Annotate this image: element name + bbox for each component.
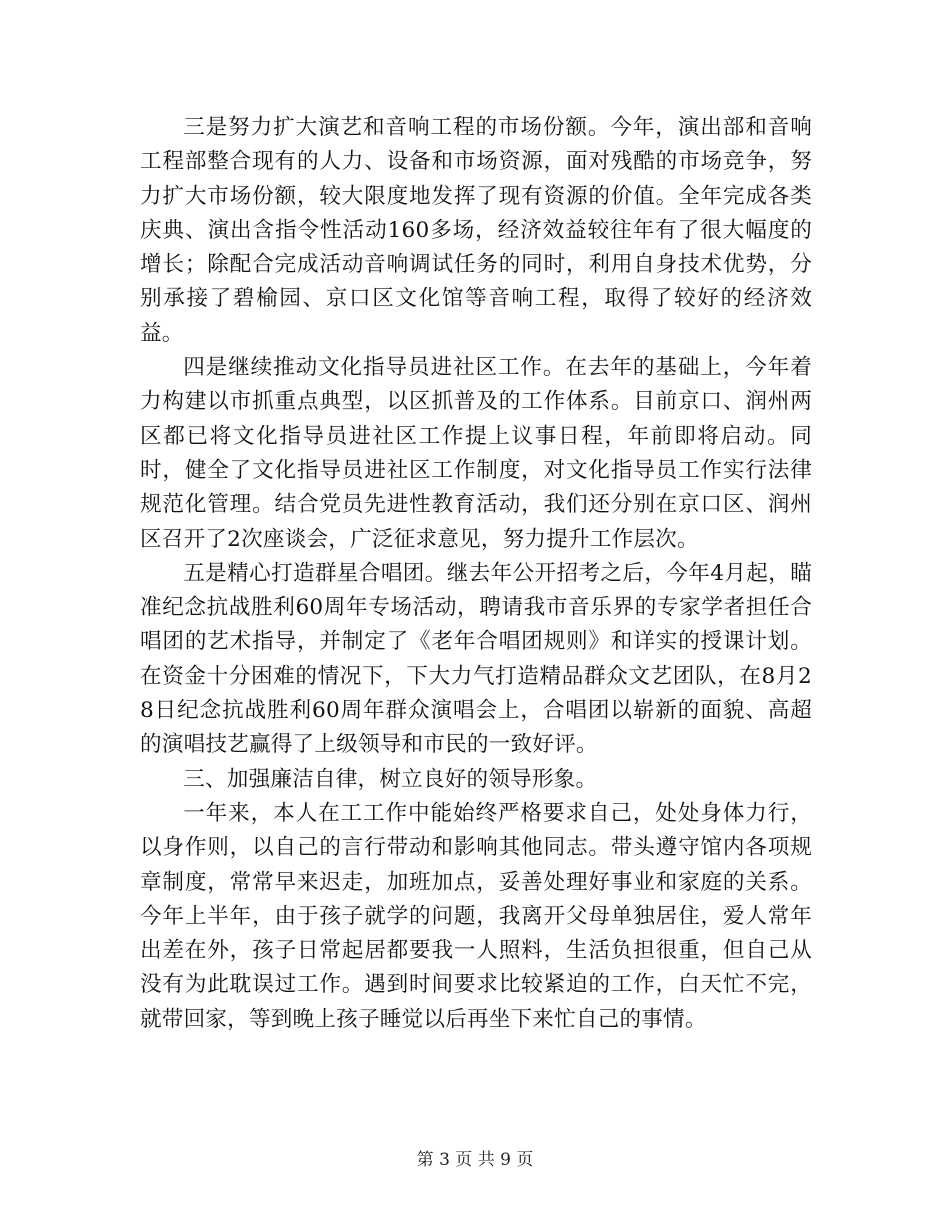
section-heading-integrity: 三、加强廉洁自律，树立良好的领导形象。 <box>183 766 598 792</box>
paragraph-choir: 五是精心打造群星合唱团。继去年公开招考之后，今年4月起，瞄准纪念抗战胜利60周年专场活动，聘请我市音乐界的专家学者担任合唱团的艺术指导，并制定了《老年合唱团规则》和详实的授课计划。在资金十分困难的情况下，下大力气打造精品群众文艺团队，在8月28日纪念抗战胜利60周年群众演唱会上，合唱团以崭新的面貌、高超的演唱技艺赢得了上级领导和市民的一致好评。 <box>140 560 812 758</box>
paragraph-self-discipline: 一年来，本人在工工作中能始终严格要求自己，处处身体力行，以身作则，以自己的言行带动和影响其他同志。带头遵守馆内各项规章制度，常常早来迟走，加班加点，妥善处理好事业和家庭的关系。今年上半年，由于孩子就学的问题，我离开父母单独居住，爱人常年出差在外，孩子日常起居都要我一人照料，生活负担很重，但自己从没有为此耽误过工作。遇到时间要求比较紧迫的工作，白天忙不完，就带回家，等到晚上孩子睡觉以后再坐下来忙自己的事情。 <box>140 800 812 1032</box>
paragraph-market-share: 三是努力扩大演艺和音响工程的市场份额。今年，演出部和音响工程部整合现有的人力、设备和市场资源，面对残酷的市场竞争，努力扩大市场份额，较大限度地发挥了现有资源的价值。全年完成各类庆典、演出含指令性活动160多场，经济效益较往年有了很大幅度的增长；除配合完成活动音响调试任务的同时，利用自身技术优势，分别承接了碧榆园、京口区文化馆等音响工程，取得了较好的经济效益。 <box>140 115 812 346</box>
document-body <box>140 111 812 1037</box>
paragraph-community-culture: 四是继续推动文化指导员进社区工作。在去年的基础上，今年着力构建以市抓重点典型，以区抓普及的工作体系。目前京口、润州两区都已将文化指导员进社区工作提上议事日程，年前即将启动。同时，健全了文化指导员进社区工作制度，对文化指导员工作实行法律规范化管理。结合党员先进性教育活动，我们还分别在京口区、润州区召开了2次座谈会，广泛征求意见，努力提升工作层次。 <box>140 355 812 552</box>
page-footer <box>0 1149 950 1171</box>
page-number: 第 3 页 共 9 页 <box>416 1150 534 1170</box>
